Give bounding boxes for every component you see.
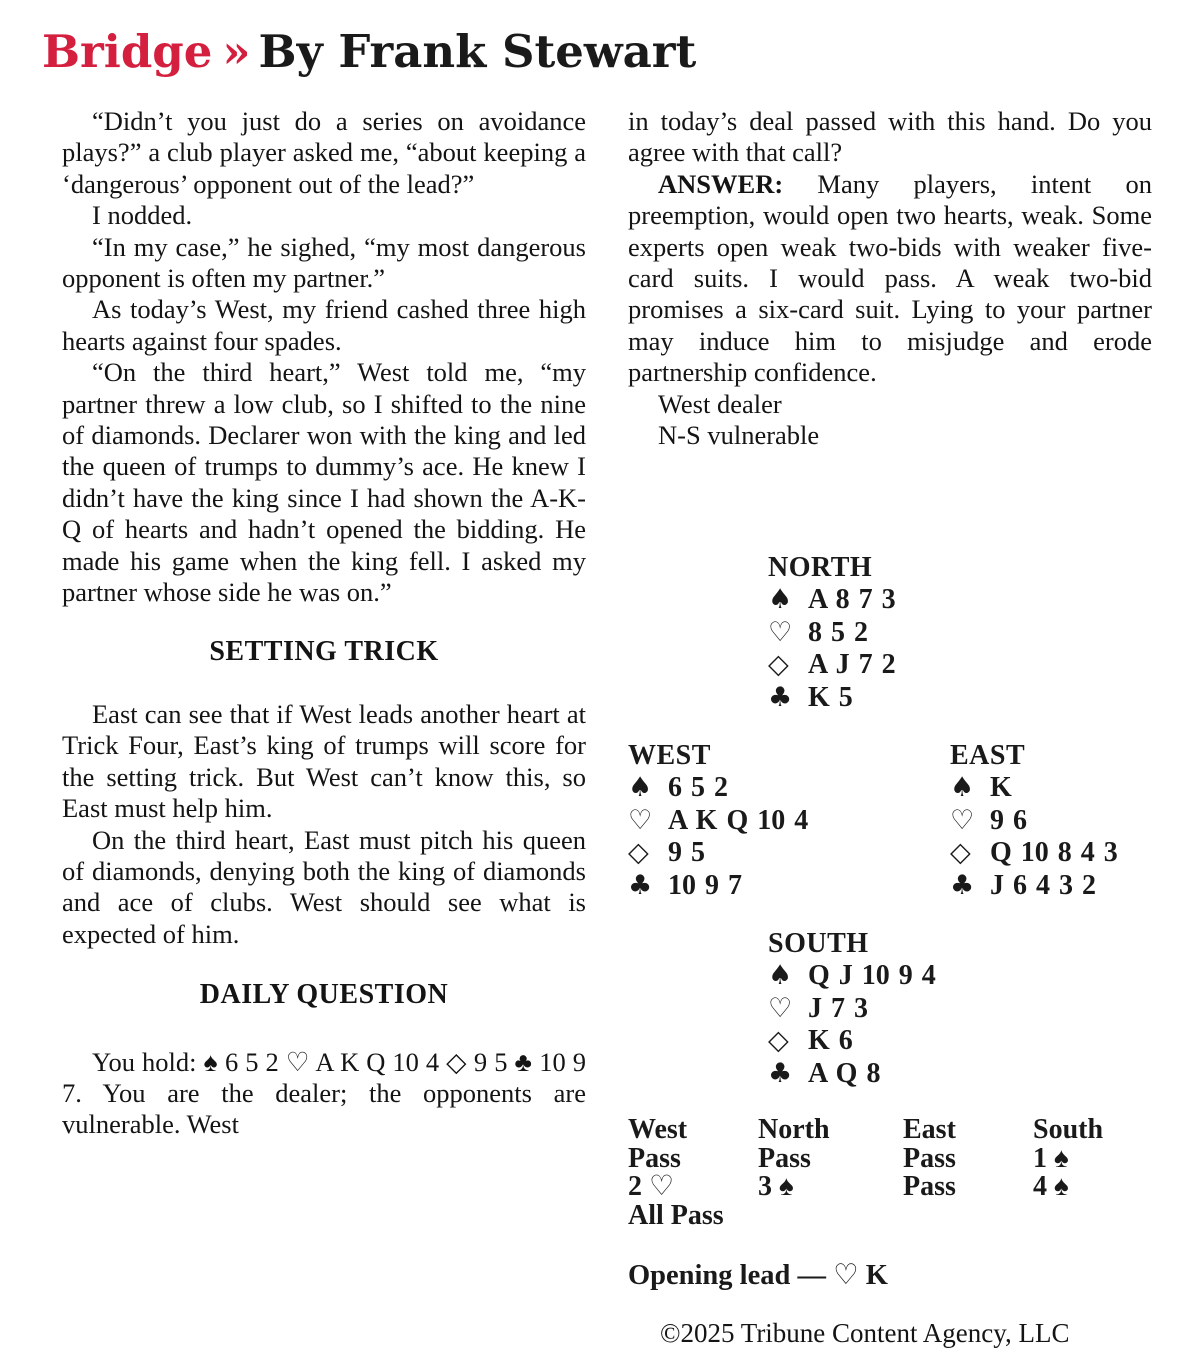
bidding-header: West xyxy=(628,1114,688,1145)
diamond-icon: ◇ xyxy=(768,1025,789,1057)
bid-cell: Pass xyxy=(903,1142,956,1174)
bid-cell: 4 ♠ xyxy=(1033,1171,1069,1203)
hand-south xyxy=(768,928,936,1090)
paragraph: “In my case,” he sighed, “my most dangerous opponent is often my partner.” xyxy=(62,231,586,294)
paragraph: East can see that if West leads another heart at Trick Four, East’s king of trumps will score for the setting trick. But West can’t know this, so East must help him. xyxy=(62,698,586,824)
hand-east-hearts: ♡ 9 6 xyxy=(950,804,1027,836)
hand-east-clubs: ♣ J 6 4 3 2 xyxy=(950,869,1096,901)
hand-west-label: WEST xyxy=(628,740,711,771)
byline: By Frank Stewart xyxy=(258,25,697,78)
bid-cell xyxy=(1033,1202,1153,1231)
hand-west-clubs: ♣ 10 9 7 xyxy=(628,869,742,901)
paragraph: As today’s West, my friend cashed three high hearts against four spades. xyxy=(62,294,586,356)
paragraph: On the third heart, East must pitch his queen of diamonds, denying both the king of diamonds and ace of clubs. West should see what is expected of him. xyxy=(62,824,586,949)
heart-icon: ♡ xyxy=(628,804,653,836)
bidding-header: East xyxy=(903,1114,956,1145)
bid-cell: Pass xyxy=(903,1171,956,1203)
bid-cell: 2 ♡ xyxy=(628,1171,675,1203)
hand-north-clubs: ♣ K 5 xyxy=(768,681,853,713)
hand-south-clubs: ♣ A Q 8 xyxy=(768,1057,881,1089)
hand-west-spades: ♠ 6 5 2 xyxy=(628,772,728,804)
heart-icon: ♡ xyxy=(950,804,975,836)
hand-west-hearts: ♡ A K Q 10 4 xyxy=(628,804,809,836)
club-icon: ♣ xyxy=(768,1057,793,1089)
paragraph: “Didn’t you just do a series on avoidance plays?” a club player asked me, “about keeping a ‘dangerous’ opponent out of the lead?” xyxy=(62,106,586,199)
title-separator-icon: » xyxy=(222,25,251,78)
bidding-header: North xyxy=(758,1114,830,1145)
hand-north-spades: ♠ A 8 7 3 xyxy=(768,584,896,616)
bidding-table xyxy=(628,1116,1153,1230)
spade-icon: ♠ xyxy=(950,772,975,804)
heart-icon: ♡ xyxy=(768,992,793,1024)
club-icon: ♣ xyxy=(768,681,793,713)
hand-east xyxy=(950,740,1118,902)
copyright-line: ©2025 Tribune Content Agency, LLC xyxy=(660,1318,1070,1348)
hand-south-hearts: ♡ J 7 3 xyxy=(768,992,868,1024)
diamond-icon: ◇ xyxy=(628,837,649,869)
hand-north xyxy=(768,552,896,714)
column-name: Bridge xyxy=(42,25,213,78)
hand-north-hearts: ♡ 8 5 2 xyxy=(768,616,868,648)
section-heading-setting-trick: SETTING TRICK xyxy=(209,635,439,667)
hand-south-label: SOUTH xyxy=(768,928,869,959)
bid-cell xyxy=(758,1202,903,1231)
left-column xyxy=(62,106,586,1141)
hand-west xyxy=(628,740,808,902)
hand-south-spades: ♠ Q J 10 9 4 xyxy=(768,960,936,992)
bid-cell: Pass xyxy=(628,1142,681,1174)
section-heading-daily-question: DAILY QUESTION xyxy=(199,979,449,1011)
diamond-icon: ◇ xyxy=(768,649,789,681)
answer-label: ANSWER: xyxy=(658,168,784,199)
page-title xyxy=(42,26,696,78)
spade-icon: ♠ xyxy=(628,772,653,804)
spade-icon: ♠ xyxy=(768,960,793,992)
answer-text: Many players, intent on preemption, would open two hearts, weak. Some experts open weak two-bids with weaker five-card suits. I would pass. A weak two-bid promises a six-card suit. Lying to your partner may induce him to misjudge and erode partnership confidence. xyxy=(628,168,1152,388)
dealer-line: West dealer xyxy=(658,388,782,419)
answer-paragraph xyxy=(628,169,1152,389)
you-hold-paragraph: You hold: ♠ 6 5 2 ♡ A K Q 10 4 ◇ 9 5 ♣ 10 9 7. You are the dealer; the opponents are vulnerable. West xyxy=(62,1046,586,1140)
paragraph: “On the third heart,” West told me, “my partner threw a low club, so I shifted to the nine of diamonds. Declarer won with the king and led the queen of trumps to dummy’s ace. He knew I didn’t have the king since I had shown the A-K-Q of hearts and hadn’t opened the bidding. He made his game when the king fell. I asked my partner whose side he was on.” xyxy=(62,357,586,608)
spade-icon: ♠ xyxy=(768,584,793,616)
paragraph: I nodded. xyxy=(92,200,193,231)
bid-cell: 3 ♠ xyxy=(758,1171,794,1203)
hand-south-diamonds: ◇ K 6 xyxy=(768,1025,853,1057)
hand-north-label: NORTH xyxy=(768,552,873,583)
hand-north-diamonds: ◇ A J 7 2 xyxy=(768,649,896,681)
bid-cell: All Pass xyxy=(628,1199,724,1231)
bid-cell: 1 ♠ xyxy=(1033,1142,1069,1174)
club-icon: ♣ xyxy=(950,869,975,901)
heart-icon: ♡ xyxy=(768,616,793,648)
club-icon: ♣ xyxy=(628,869,653,901)
opening-lead-line: Opening lead — ♡ K xyxy=(628,1260,888,1291)
bidding-header: South xyxy=(1033,1114,1104,1145)
right-column xyxy=(628,106,1152,451)
diamond-icon: ◇ xyxy=(950,837,971,869)
hand-west-diamonds: ◇ 9 5 xyxy=(628,837,705,869)
bid-cell xyxy=(903,1202,1033,1231)
vulnerable-line: N-S vulnerable xyxy=(658,420,820,451)
hand-east-diamonds: ◇ Q 10 8 4 3 xyxy=(950,837,1118,869)
bid-cell: Pass xyxy=(758,1142,811,1174)
hand-east-spades: ♠ K xyxy=(950,772,1012,804)
hand-east-label: EAST xyxy=(950,740,1026,771)
continuation-paragraph: in today’s deal passed with this hand. Do you agree with that call? xyxy=(628,106,1152,168)
